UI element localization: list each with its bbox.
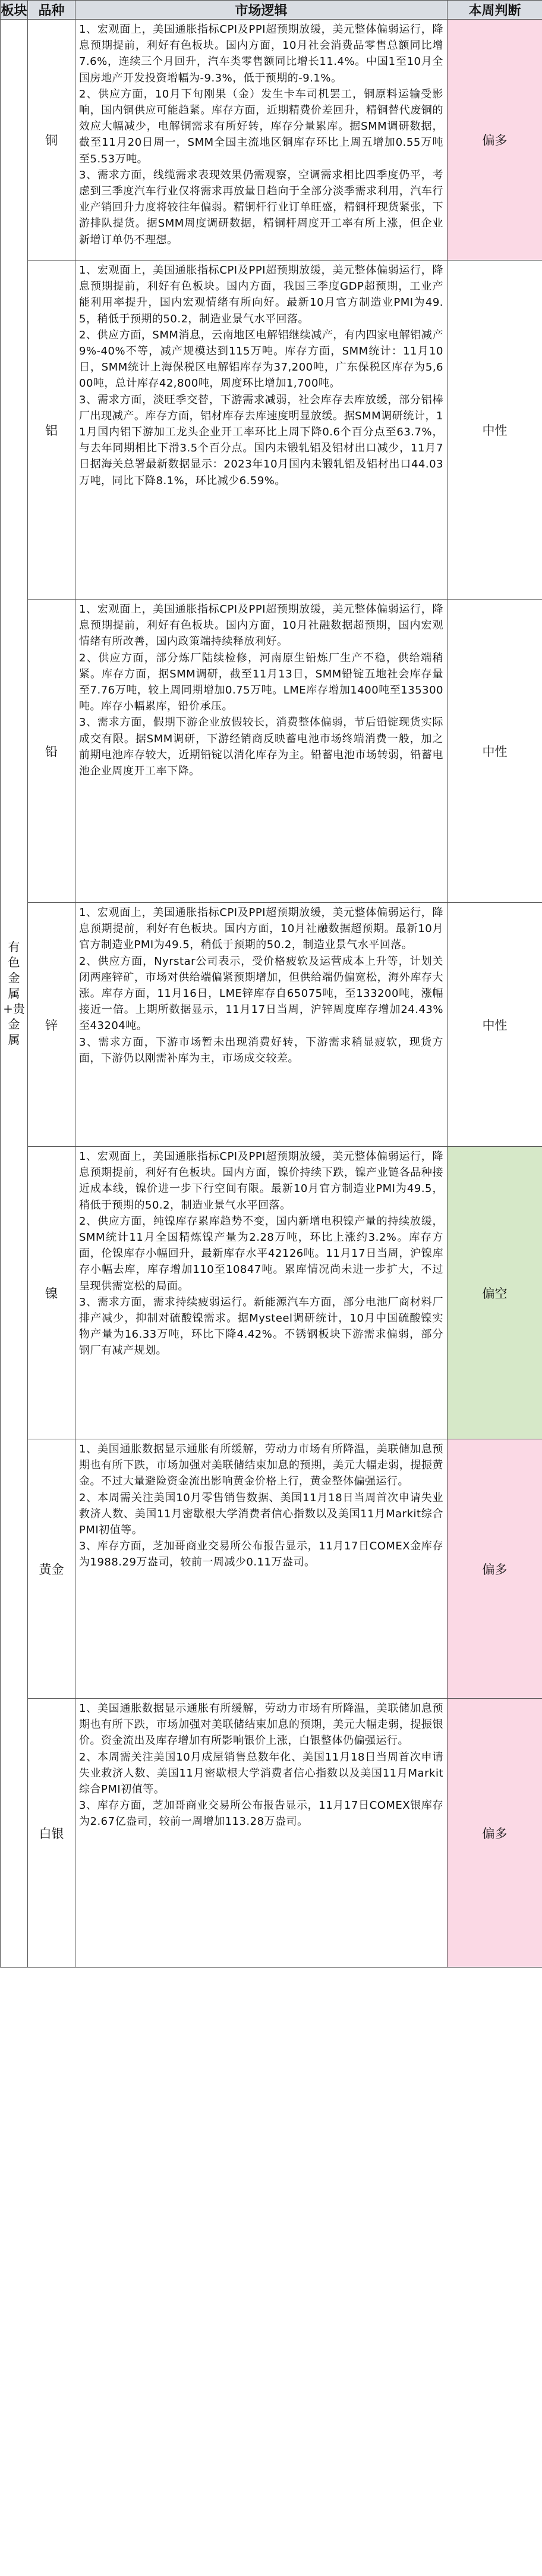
table-row [1,903,542,1147]
logic-paragraph: 1、宏观面上，美国通胀指标CPI及PPI超预期放缓，美元整体偏弱运行，降息预期提前，利好有色板块。国内方面，我国三季度GDP超预期，工业产能利用率提升，国内宏观情绪有所向好。最新10月官方制造业PMI为49.5，稍低于预期的50.2，制造业景气水平回落。 [79,264,443,325]
table-row [1,261,542,600]
verdict-cell: 中性 [448,261,542,600]
logic-paragraph: 2、供应方面，10月下旬刚果（金）发生卡车司机罢工，铜原料运输受影响，国内铜供应可能趋紧。库存方面，近期精费价差回升，精铜替代废铜的效应大幅减少，电解铜需求有所好转，库存分量累库。据SMM调研数据，截至11月20日周一，SMM全国主流地区铜库存环比上周五增加0.55万吨至5.53万吨。 [79,87,443,165]
table-row [1,20,542,261]
header-verdict: 本周判断 [448,1,542,20]
logic-paragraph: 2、本周需关注美国10月零售销售数据、美国11月18日当周首次申请失业救济人数、美国11月密歇根大学消费者信心指数以及美国11月Markit综合PMI初值等。 [79,1491,443,1537]
header-sector: 板块 [1,1,28,20]
logic-paragraph: 1、宏观面上，美国通胀指标CPI及PPI超预期放缓，美元整体偏弱运行，降息预期提前，利好有色板块。国内方面，10月社融数据超预期，国内宏观情绪有所改善，国内政策端持续释放利好。 [79,603,443,648]
item-cell: 铜 [28,20,75,261]
table-row [1,600,542,903]
logic-cell [75,1699,448,1968]
logic-paragraph: 3、库存方面，芝加哥商业交易所公布报告显示，11月17日COMEX金库存为1988.29万盎司，较前一周减少0.11万盎司。 [79,1540,443,1569]
logic-paragraph: 1、美国通胀数据显示通胀有所缓解，劳动力市场有所降温，美联储加息预期也有所下跌，市场加强对美联储结束加息的预期，美元大幅走弱，提振银价。资金流出及库存增加有所影响银价上涨，白银整体仍偏强运行。 [79,1702,443,1747]
item-cell: 锌 [28,903,75,1147]
sector-cell: 有色金属+贵金属 [1,20,28,1968]
item-cell: 白银 [28,1699,75,1968]
logic-cell [75,1147,448,1439]
logic-paragraph: 3、需求方面，假期下游企业放假较长，消费整体偏弱，节后铅锭现货实际成交有限。据SMM调研，下游经销商反映蓄电池市场终端消费一般，加之前期电池库存较大，近期铅锭以消化库存为主。铅蓄电池市场转弱，铅蓄电池企业周度开工率下降。 [79,716,443,778]
logic-cell [75,903,448,1147]
table-row [1,1439,542,1699]
logic-cell [75,1439,448,1699]
logic-paragraph: 2、供应方面，SMM消息，云南地区电解铝继续减产，有内四家电解铝减产9%-40%不等，减产规模达到115万吨。库存方面，SMM统计：11月10日，SMM统计上海保税区电解铝库存为37,200吨，广东保税区库存为5,600吨，总计库存42,800吨，周度环比增加1,700吨。 [79,328,443,390]
logic-paragraph: 1、宏观面上，美国通胀指标CPI及PPI超预期放缓，美元整体偏弱运行，降息预期提前，利好有色板块。国内方面，10月社融数据超预期。最新10月官方制造业PMI为49.5，稍低于预期的50.2，制造业景气水平回落。 [79,906,443,952]
logic-paragraph: 2、供应方面，Nyrstar公司表示，受价格疲软及运营成本上升等，计划关闭两座锌矿，市场对供给端偏紧预期增加，但供给端仍偏宽松，海外库存大涨。库存方面，11月16日，LME锌库存自65075吨，至133200吨，涨幅接近一倍。上期所数据显示，11月17日当周，沪锌周度库存增加24.43%至43204吨。 [79,955,443,1033]
item-cell: 铅 [28,600,75,903]
verdict-cell: 中性 [448,903,542,1147]
logic-cell [75,261,448,600]
table-row [1,1699,542,1968]
verdict-cell: 偏多 [448,1699,542,1968]
verdict-cell: 中性 [448,600,542,903]
table-body [1,20,542,1968]
item-cell: 黄金 [28,1439,75,1699]
verdict-cell: 偏空 [448,1147,542,1439]
logic-paragraph: 2、供应方面，纯镍库存累库趋势不变，国内新增电积镍产量的持续放缓，SMM统计11月全国精炼镍产量为2.28万吨，环比上涨约3.2%。库存方面，伦镍库存小幅回升，最新库存水平42126吨。11月17日当周，沪镍库存小幅去库，库存增加110至10847吨。累库情况尚未进一步扩大，不过呈现供需宽松的局面。 [79,1215,443,1292]
logic-paragraph: 3、需求方面，线缆需求表现效果仍需观察，空调需求相比四季度仍平，考虑到三季度汽车行业仅将需求再放量日趋向于全部分淡季需求利用，汽车行业产销回升力度将较往年偏弱。精铜杆行业订单旺盛，精铜杆现货紧张，下游排队提货。据SMM周度调研数据，精铜杆周度开工率有所上涨，但企业新增订单仍不理想。 [79,168,443,246]
header-logic: 市场逻辑 [75,1,448,20]
logic-cell [75,600,448,903]
logic-paragraph: 3、需求方面，需求持续疲弱运行。新能源汽车方面，部分电池厂商材料厂排产减少，抑制对硫酸镍需求。据Mysteel调研统计，10月中国硫酸镍实物产量为16.33万吨，环比下降4.42%。不锈钢板块下游需求偏弱，部分钢厂有减产规划。 [79,1295,443,1357]
logic-cell [75,20,448,261]
table-row [1,1147,542,1439]
logic-paragraph: 1、宏观面上，美国通胀指标CPI及PPI超预期放缓，美元整体偏弱运行，降息预期提前，利好有色板块。国内方面，10月社会消费品零售总额同比增7.6%，连续三个月回升，汽车类零售额同比增长11.4%。中国1至10月全国房地产开发投资增幅为-9.3%，低于预期的-9.1%。 [79,23,443,84]
logic-paragraph: 3、需求方面，淡旺季交替，下游需求减弱，社会库存去库放缓，部分铝棒厂出现减产。库存方面，铝材库存去库速度明显放缓。据SMM调研统计，11月国内铝下游加工龙头企业开工率环比上周下降0.6个百分点至63.7%，与去年同期相比下滑3.5个百分点。国内未锻轧铝及铝材出口减少，11月7日据海关总署最新数据显示：2023年10月国内未锻轧铝及铝材出口44.03万吨，同比下降8.1%，环比减少6.59%。 [79,393,443,487]
logic-paragraph: 1、美国通胀数据显示通胀有所缓解，劳动力市场有所降温，美联储加息预期也有所下跌，市场加强对美联储结束加息的预期，美元大幅走弱，提振黄金。不过大量避险资金流出影响黄金价格上行，黄金整体偏强运行。 [79,1443,443,1488]
logic-paragraph: 2、供应方面，部分炼厂陆续检修，河南原生铅炼厂生产不稳，供给端稍紧。库存方面，据SMM调研，截至11月13日，SMM铅锭五地社会库存量至7.76万吨，较上周同期增加0.75万吨。LME库存增加1400吨至135300吨。库存小幅累库，铅价承压。 [79,651,443,713]
item-cell: 镍 [28,1147,75,1439]
logic-paragraph: 2、本周需关注美国10月成屋销售总数年化、美国11月18日当周首次申请失业救济人数、美国11月密歇根大学消费者信心指数以及美国11月Markit综合PMI初值等。 [79,1750,443,1796]
header-row [1,1,542,20]
logic-paragraph: 3、需求方面，下游市场暂未出现消费好转，下游需求稍显疲软，现货方面，下游仍以刚需补库为主，市场成交较差。 [79,1036,443,1065]
item-cell: 铝 [28,261,75,600]
verdict-cell: 偏多 [448,20,542,261]
logic-paragraph: 3、库存方面，芝加哥商业交易所公布报告显示，11月17日COMEX银库存为2.67亿盎司，较前一周增加113.28万盎司。 [79,1799,443,1828]
logic-paragraph: 1、宏观面上，美国通胀指标CPI及PPI超预期放缓，美元整体偏弱运行，降息预期提前，利好有色板块。国内方面，镍价持续下跌，镍产业链各品种接近成本线，镍价进一步下行空间有限。最新10月官方制造业PMI为49.5，稍低于预期的50.2，制造业景气水平回落。 [79,1150,443,1212]
verdict-cell: 偏多 [448,1439,542,1699]
header-item: 品种 [28,1,75,20]
